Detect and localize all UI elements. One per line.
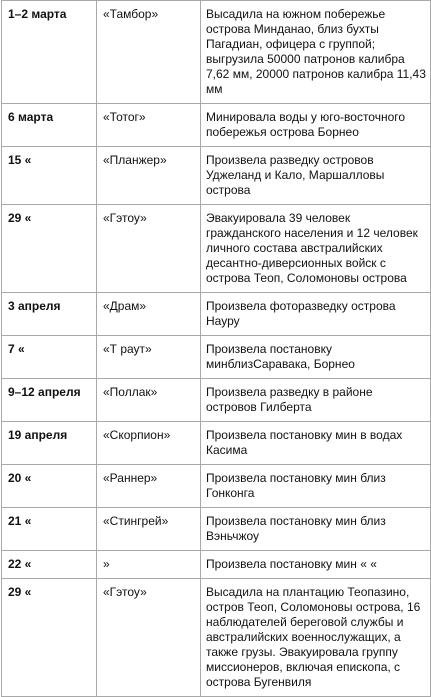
table-row: [2, 551, 431, 579]
action-cell: Высадила на южном побережье острова Минданао, близ бухты Пагадиан, офицера с группой; выгрузила 50000 патронов калибра 7,62 мм, 20000 патронов калибра 11,43 мм: [201, 1, 431, 104]
table-row: [2, 579, 431, 697]
date-cell: 21 «: [2, 508, 97, 551]
operations-table: [1, 0, 431, 697]
date-cell: 19 апреля: [2, 422, 97, 465]
date-cell: 22 «: [2, 551, 97, 579]
table-row: [2, 147, 431, 205]
table-row: [2, 379, 431, 422]
table-row: [2, 465, 431, 508]
date-cell: 6 марта: [2, 104, 97, 147]
action-cell: Произвела постановку мин « «: [201, 551, 431, 579]
date-cell: 29 «: [2, 579, 97, 697]
action-cell: Произвела постановку мин близ Гонконга: [201, 465, 431, 508]
ship-cell: «Скорпион»: [97, 422, 201, 465]
ship-cell: «Планжер»: [97, 147, 201, 205]
ship-cell: «Гэтоу»: [97, 205, 201, 293]
action-cell: Произвела фоторазведку острова Науру: [201, 293, 431, 336]
ship-cell: «Тотог»: [97, 104, 201, 147]
ship-cell: «Раннер»: [97, 465, 201, 508]
ship-cell: «Тамбор»: [97, 1, 201, 104]
action-cell: Эвакуировала 39 человек гражданского населения и 12 человек личного состава австралийских десантно-диверсионных войск с острова Теоп, Соломоновы острова: [201, 205, 431, 293]
table-row: [2, 293, 431, 336]
table-row: [2, 336, 431, 379]
table-row: [2, 1, 431, 104]
action-cell: Произвела постановку мин близ Вэньчжоу: [201, 508, 431, 551]
action-cell: Минировала воды у юго-восточного побережья острова Борнео: [201, 104, 431, 147]
table-row: [2, 422, 431, 465]
action-cell: Произвела разведку островов Уджеланд и Кало, Маршалловы острова: [201, 147, 431, 205]
date-cell: 20 «: [2, 465, 97, 508]
action-cell: Произвела разведку в районе островов Гилберта: [201, 379, 431, 422]
ship-cell: «Гэтоу»: [97, 579, 201, 697]
action-cell: Высадила на плантацию Теопазино, остров Теоп, Соломоновы острова, 16 наблюдателей береговой службы и австралийских военнослужащих, а также грузы. Эвакуировала группу миссионеров, включая епископа, с острова Бугенвиля: [201, 579, 431, 697]
table-row: [2, 104, 431, 147]
ship-cell: «Т раут»: [97, 336, 201, 379]
table-row: [2, 508, 431, 551]
date-cell: 7 «: [2, 336, 97, 379]
action-cell: Произвела постановку мин в водах Касима: [201, 422, 431, 465]
table-row: [2, 205, 431, 293]
date-cell: 3 апреля: [2, 293, 97, 336]
ship-cell: »: [97, 551, 201, 579]
action-cell: Произвела постановку минблизСаравака, Борнео: [201, 336, 431, 379]
date-cell: 1–2 марта: [2, 1, 97, 104]
ship-cell: «Драм»: [97, 293, 201, 336]
ship-cell: «Поллак»: [97, 379, 201, 422]
date-cell: 15 «: [2, 147, 97, 205]
ship-cell: «Стингрей»: [97, 508, 201, 551]
date-cell: 9–12 апреля: [2, 379, 97, 422]
date-cell: 29 «: [2, 205, 97, 293]
